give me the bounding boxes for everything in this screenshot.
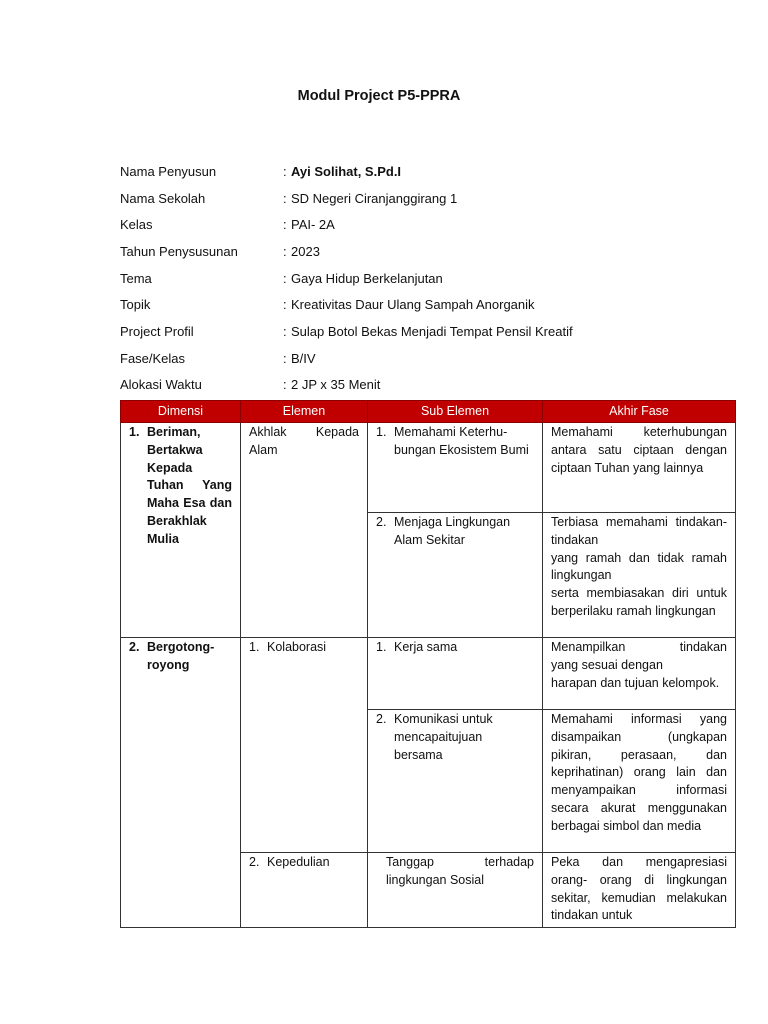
header-akhir-fase: Akhir Fase xyxy=(543,401,736,423)
meta-row-profil: Project Profil : Sulap Botol Bekas Menjadi Tempat Pensil Kreatif xyxy=(120,323,573,339)
header-sub-elemen: Sub Elemen xyxy=(368,401,543,423)
meta-row-tahun: Tahun Penysusunan : 2023 xyxy=(120,243,320,259)
sub-elemen-cell: 2. Menjaga Lingkungan Alam Sekitar xyxy=(368,513,543,638)
table-header-row xyxy=(121,401,736,423)
p5-table xyxy=(120,400,736,928)
dimensi-cell: 2. Bergotong-royong xyxy=(121,638,241,928)
meta-row-tema: Tema : Gaya Hidup Berkelanjutan xyxy=(120,270,443,286)
elemen-cell: 1. Kolaborasi xyxy=(241,638,368,853)
meta-row-topik: Topik : Kreativitas Daur Ulang Sampah Anorganik xyxy=(120,297,535,313)
header-dimensi: Dimensi xyxy=(121,401,241,423)
sub-elemen-cell: 2. Komunikasi untuk mencapaitujuan bersama xyxy=(368,710,543,853)
akhir-fase-cell: Terbiasa memahami tindakan-tindakan yang ramah dan tidak ramah lingkungan serta membiasakan diri untuk berperilaku ramah lingkungan xyxy=(543,513,736,638)
meta-row-alokasi: Alokasi Waktu : 2 JP x 35 Menit xyxy=(120,377,381,393)
sub-elemen-cell: 1. Kerja sama xyxy=(368,638,543,710)
akhir-fase-cell: Menampilkan tindakan yang sesuai dengan harapan dan tujuan kelompok. xyxy=(543,638,736,710)
meta-info xyxy=(120,158,740,398)
header-elemen: Elemen xyxy=(241,401,368,423)
table-row xyxy=(121,638,736,710)
sub-elemen-cell: 1. Memahami Keterhu-bungan Ekosistem Bumi xyxy=(368,423,543,513)
meta-row-kelas: Kelas : PAI- 2A xyxy=(120,217,335,233)
meta-row-sekolah: Nama Sekolah : SD Negeri Ciranjanggirang 1 xyxy=(120,190,458,206)
akhir-fase-cell: Memahami keterhubungan antara satu ciptaan dengan ciptaan Tuhan yang lainnya xyxy=(543,423,736,513)
elemen-cell: 2. Kepedulian xyxy=(241,853,368,928)
elemen-cell: Akhlak Kepada Alam xyxy=(241,423,368,638)
table-row xyxy=(121,423,736,513)
meta-row-fase: Fase/Kelas : B/IV xyxy=(120,350,316,366)
dimensi-cell: 1. Beriman, Bertakwa Kepada Tuhan Yang Maha Esa dan Berakhlak Mulia xyxy=(121,423,241,638)
akhir-fase-cell: Memahami informasi yang disampaikan (ungkapan pikiran, perasaan, dan keprihatinan) orang lain dan menyampaikan informasi secara akurat menggunakan berbagai simbol dan media xyxy=(543,710,736,853)
sub-elemen-cell: Tanggap terhadap lingkungan Sosial xyxy=(368,853,543,928)
akhir-fase-cell: Peka dan mengapresiasi orang- orang di lingkungan sekitar, kemudian melakukan tindakan untuk xyxy=(543,853,736,928)
document-title: Modul Project P5-PPRA xyxy=(297,88,461,104)
meta-row-penyusun: Nama Penyusun : Ayi Solihat, S.Pd.I xyxy=(120,163,402,179)
